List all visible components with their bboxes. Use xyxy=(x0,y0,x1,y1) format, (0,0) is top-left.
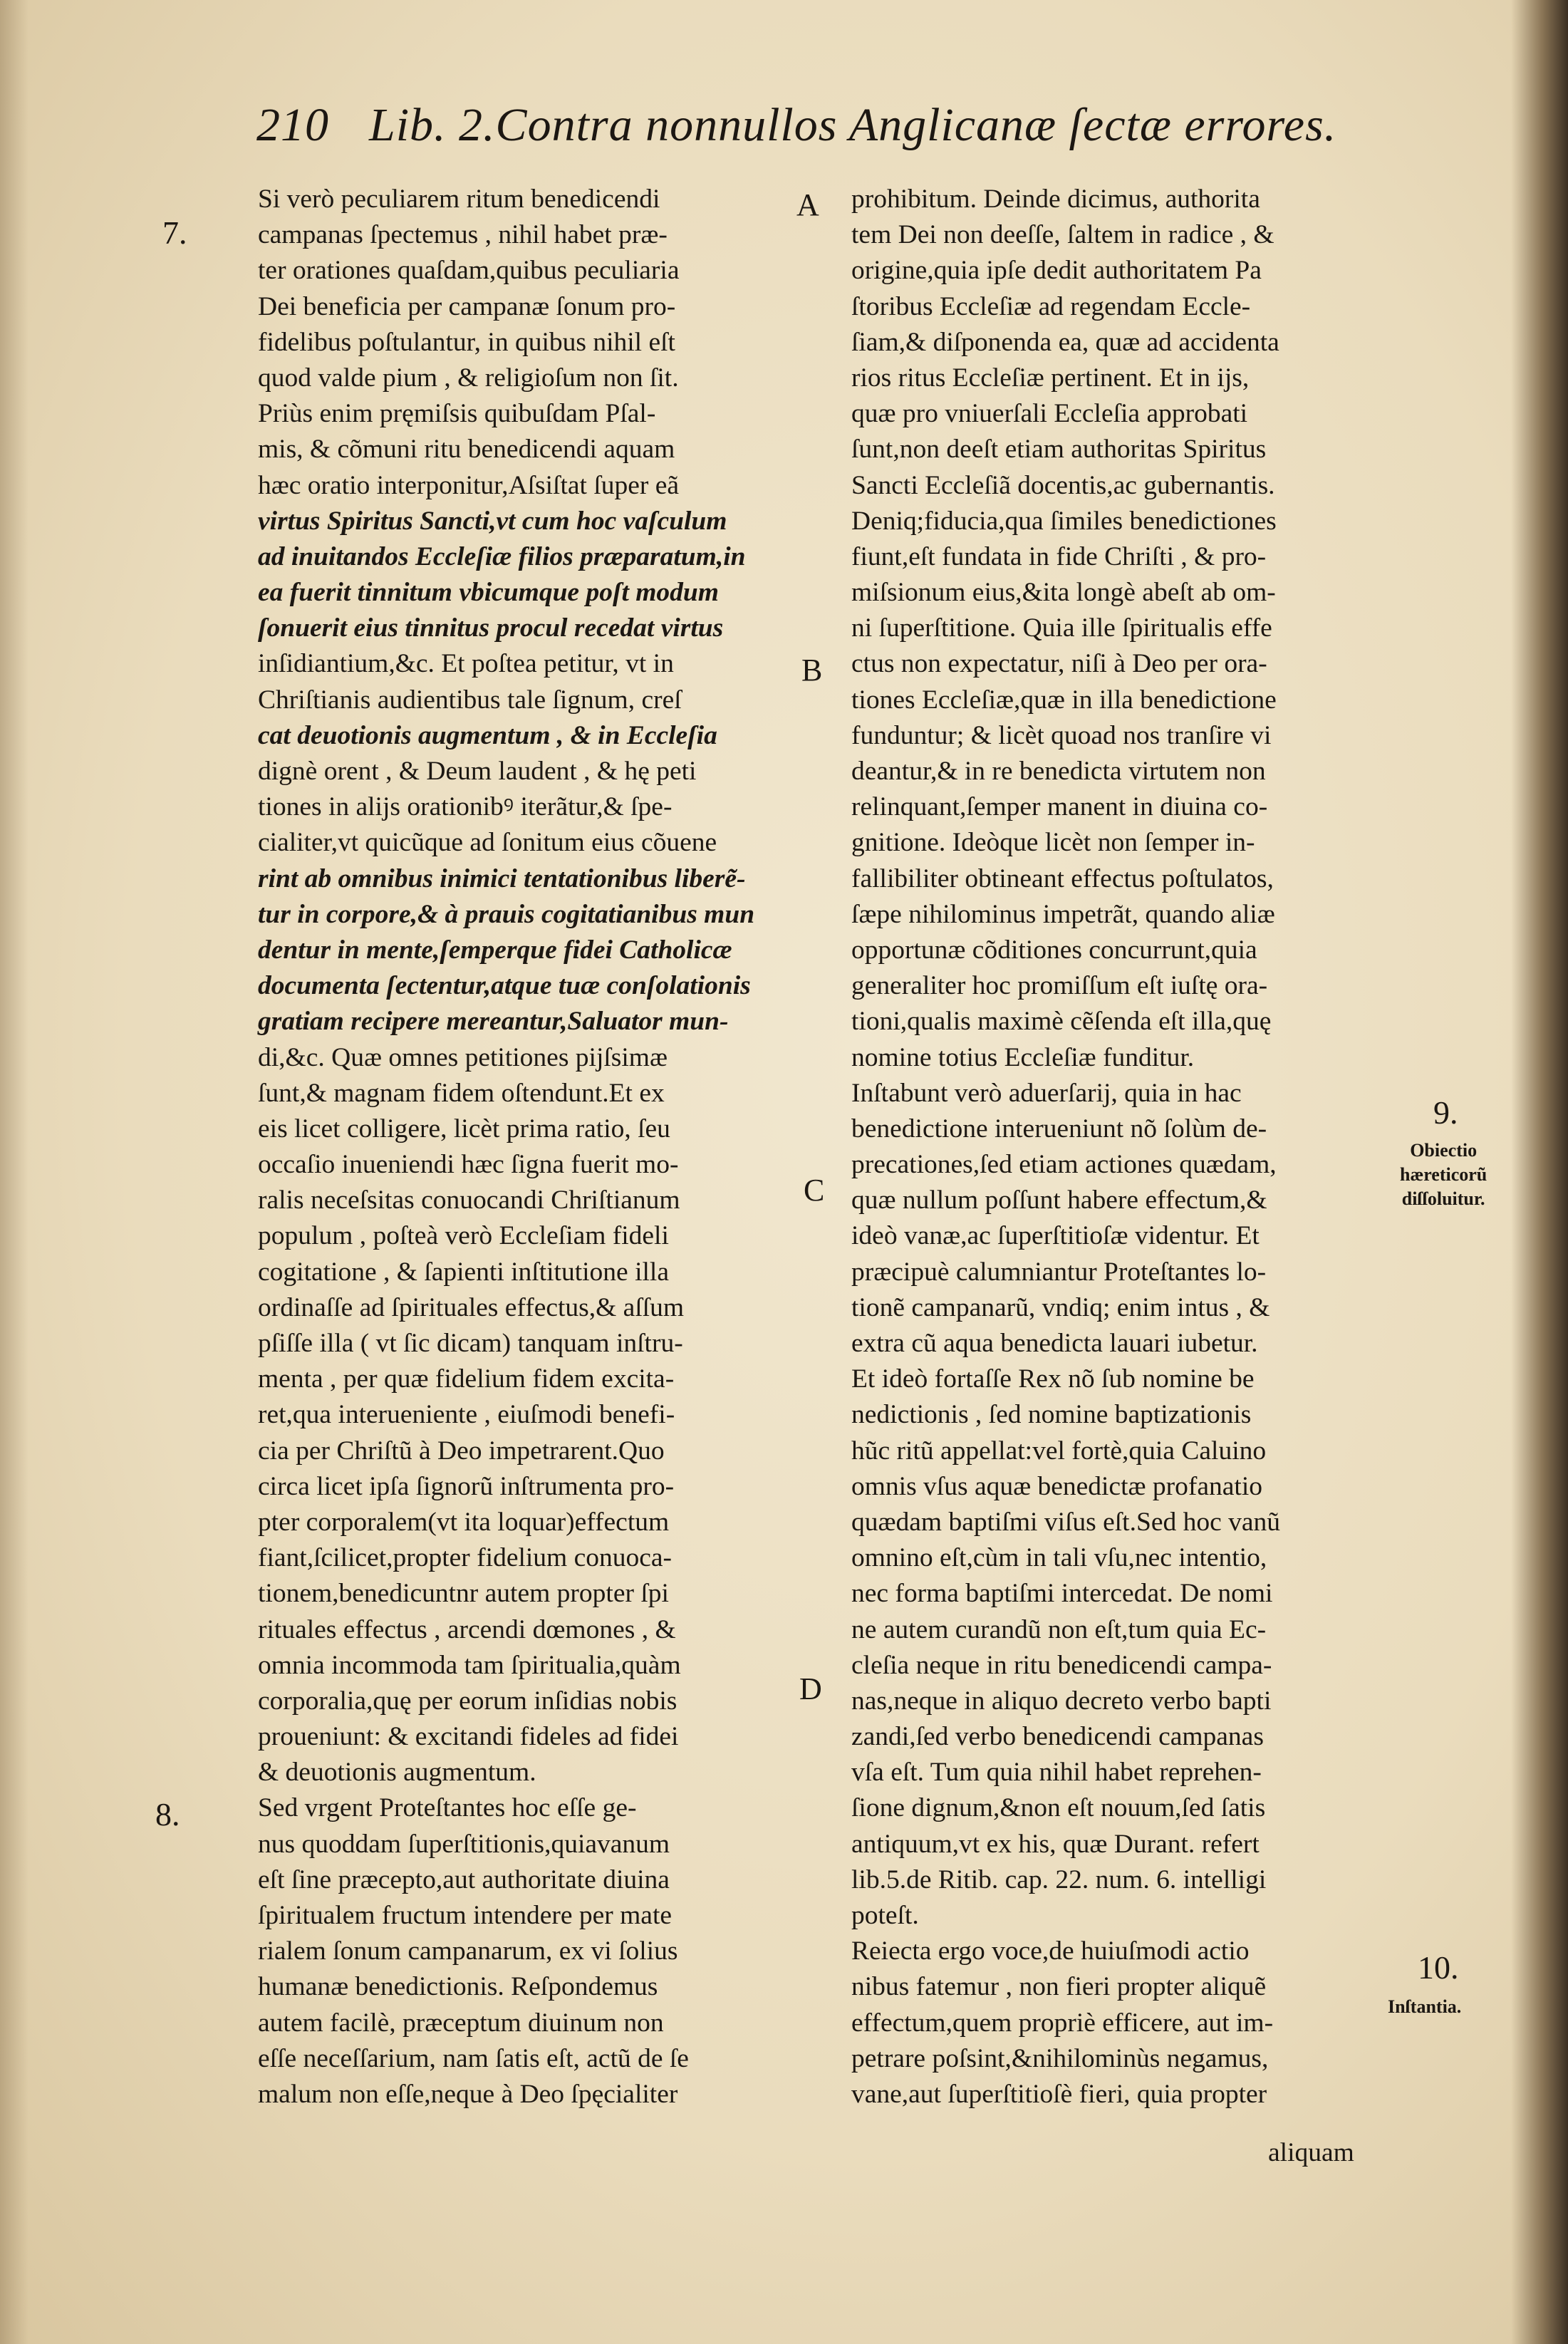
text-line: vane,aut ſuperſtitioſè fieri, quia propter xyxy=(851,2079,1267,2109)
text-line: Si verò peculiarem ritum benedicendi xyxy=(258,185,660,214)
section-letter-a: A xyxy=(796,187,819,222)
margin-note-line: diſſoluitur. xyxy=(1401,1188,1485,1209)
text-line: Sancti Eccleſiã docentis,ac gubernantis. xyxy=(851,470,1275,500)
text-line: opportunæ cõditiones concurrunt,quia xyxy=(851,935,1257,965)
text-line: ea fuerit tinnitum vbicumque poſt modum xyxy=(258,578,719,608)
text-line: prohibitum. Deinde dicimus, authorita xyxy=(851,185,1260,214)
page-number: 210 xyxy=(256,99,329,151)
running-title: Lib. 2.Contra nonnullos Anglicanæ ſectæ errores. xyxy=(369,99,1337,151)
text-line: occaſio inueniendi hæc ſigna fuerit mo- xyxy=(258,1150,679,1180)
text-line: di,&c. Quæ omnes petitiones pijſsimæ xyxy=(258,1042,668,1072)
text-line: nibus fatemur , non fieri propter aliquẽ xyxy=(851,1972,1267,2002)
text-line: pter corporalem(vt ita loquar)effectum xyxy=(258,1507,670,1537)
text-line: fallibiliter obtineant effectus poſtulatos, xyxy=(851,864,1274,893)
text-line: documenta ſectentur,atque tuæ conſolationis xyxy=(258,971,751,1001)
text-line: dignè orent , & Deum laudent , & hę peti xyxy=(258,757,697,786)
text-line: nedictionis , ſed nomine baptizationis xyxy=(851,1400,1252,1430)
margin-number-10: 10. xyxy=(1418,1949,1459,1986)
text-line: menta , per quæ fidelium fidem excita- xyxy=(258,1364,675,1394)
text-line: quæ nullum poſſunt habere effectum,& xyxy=(851,1186,1267,1215)
text-line: ſonuerit eius tinnitus procul recedat virtus xyxy=(258,613,724,643)
text-line: ralis neceſsitas conuocandi Chriſtianum xyxy=(258,1186,680,1215)
text-line: fidelibus poſtulantur, in quibus nihil eſt xyxy=(258,327,675,357)
margin-note-objectio xyxy=(1400,1139,1487,1211)
text-line: tur in corpore,& à prauis cogitatianibus mun xyxy=(258,899,755,929)
text-line: Deniq;fiducia,qua ſimiles benedictiones xyxy=(851,506,1277,536)
text-line: zandi,ſed verbo benedicendi campanas xyxy=(851,1722,1264,1752)
text-line: hũc ritũ appellat:vel fortè,quia Caluino xyxy=(851,1436,1267,1466)
text-line: ordinaſſe ad ſpirituales effectus,& aſſum xyxy=(258,1292,685,1322)
text-line: miſsionum eius,&ita longè abeſt ab om- xyxy=(851,578,1276,608)
text-line: extra cũ aqua benedicta lauari iubetur. xyxy=(851,1329,1258,1358)
page-fold-shadow xyxy=(0,0,28,2344)
text-line: populum , poſteà verò Eccleſiam fideli xyxy=(258,1221,669,1251)
text-line: eſſe neceſſarium, nam ſatis eſt, actũ de ſe xyxy=(258,2043,689,2073)
text-line: virtus Spiritus Sancti,vt cum hoc vaſculum xyxy=(258,506,727,536)
text-line: ni ſuperſtitione. Quia ille ſpiritualis effe xyxy=(851,613,1272,643)
text-line: Et ideò fortaſſe Rex nõ ſub nomine be xyxy=(851,1364,1255,1394)
text-line: corporalia,quę per eorum inſidias nobis xyxy=(258,1686,677,1716)
text-line: ſunt,non deeſt etiam authoritas Spiritus xyxy=(851,435,1267,465)
text-line: ctus non expectatur, niſi à Deo per ora- xyxy=(851,649,1267,679)
text-line: ſtoribus Eccleſiæ ad regendam Eccle- xyxy=(851,291,1251,321)
text-line: nec forma baptiſmi intercedat. De nomi xyxy=(851,1579,1273,1609)
text-line: poteſt. xyxy=(851,1901,919,1930)
text-line: omnis vſus aquæ benedictæ profanatio xyxy=(851,1471,1262,1501)
text-line: cat deuotionis augmentum , & in Eccleſia xyxy=(258,720,717,750)
text-line: fiant,ſcilicet,propter fidelium conuoca- xyxy=(258,1543,673,1573)
text-line: eis licet colligere, licèt prima ratio, ſeu xyxy=(258,1114,670,1144)
text-line: omnino eſt,cùm in tali vſu,nec intentio, xyxy=(851,1543,1267,1573)
text-line: hæc oratio interponitur,Aſsiſtat ſuper eã xyxy=(258,470,680,500)
section-letter-b: B xyxy=(801,653,823,688)
text-line: gratiam recipere mereantur,Saluator mun- xyxy=(258,1007,729,1037)
margin-number-8: 8. xyxy=(155,1796,180,1832)
text-line: generaliter hoc promiſſum eſt iuſtę ora- xyxy=(851,971,1268,1001)
text-line: cialiter,vt quicũque ad ſonitum eius cõuene xyxy=(258,828,717,858)
text-line: Reiecta ergo voce,de huiuſmodi actio xyxy=(851,1936,1250,1966)
text-line: ideò vanæ,ac ſuperſtitioſæ videntur. Et xyxy=(851,1221,1260,1251)
text-line: & deuotionis augmentum. xyxy=(258,1758,536,1788)
text-line: petrare poſsint,&nihilominùs negamus, xyxy=(851,2043,1269,2073)
text-line: rint ab omnibus inimici tentationibus liberẽ- xyxy=(258,864,746,893)
text-line: Chriſtianis audientibus tale ſignum, creſ xyxy=(258,685,682,715)
text-line: præcipuè calumniantur Proteſtantes lo- xyxy=(851,1257,1267,1287)
text-line: tionẽ campanarũ, vndiq; enim intus , & xyxy=(851,1292,1270,1322)
text-line: antiquum,vt ex his, quæ Durant. refert xyxy=(851,1829,1260,1859)
text-line: origine,quia ipſe dedit authoritatem Pa xyxy=(851,256,1262,286)
page-edge-shadow xyxy=(1511,0,1568,2344)
text-line: ſiam,& diſponenda ea, quæ ad accidenta xyxy=(851,327,1279,357)
text-line: quod valde pium , & religioſum non ſit. xyxy=(258,363,679,393)
text-line: humanæ benedictionis. Reſpondemus xyxy=(258,1972,658,2002)
left-text-column xyxy=(258,182,778,2112)
text-line: Inſtabunt verò aduerſarij, quia in hac xyxy=(851,1078,1242,1108)
text-line: Priùs enim pręmiſsis quibuſdam Pſal- xyxy=(258,399,656,429)
text-line: precationes,ſed etiam actiones quædam, xyxy=(851,1150,1277,1180)
text-line: ter orationes quaſdam,quibus peculiaria xyxy=(258,256,680,286)
text-line: rialem ſonum campanarum, ex vi ſolius xyxy=(258,1936,678,1966)
text-line: mis, & cõmuni ritu benedicendi aquam xyxy=(258,435,675,465)
text-line: nus quoddam ſuperſtitionis,quiavanum xyxy=(258,1829,670,1859)
text-line: tioni,qualis maximè cẽſenda eſt illa,quę xyxy=(851,1007,1272,1037)
text-line: proueniunt: & excitandi fideles ad fidei xyxy=(258,1722,679,1752)
text-line: tem Dei non deeſſe, ſaltem in radice , & xyxy=(851,220,1274,250)
text-line: omnia incommoda tam ſpiritualia,quàm xyxy=(258,1650,681,1680)
margin-note-line: hæreticorũ xyxy=(1400,1164,1487,1185)
text-line: tiones in alijs orationibꝰ iterãtur,& ſpe- xyxy=(258,792,673,822)
text-line: tiones Eccleſiæ,quæ in illa benedictione xyxy=(851,685,1277,715)
text-line: vſa eſt. Tum quia nihil habet reprehen- xyxy=(851,1758,1262,1788)
text-line: ne autem curandũ non eſt,tum quia Ec- xyxy=(851,1614,1267,1644)
text-line: ad inuitandos Eccleſiæ filios præparatum,in xyxy=(258,541,746,571)
text-line: gnitione. Ideòque licèt non ſemper in- xyxy=(851,828,1255,858)
text-line: ſpiritualem fructum intendere per mate xyxy=(258,1901,673,1930)
text-line: relinquant,ſemper manent in diuina co- xyxy=(851,792,1268,822)
text-line: campanas ſpectemus , nihil habet præ- xyxy=(258,220,668,250)
text-line: benedictione interueniunt nõ ſolùm de- xyxy=(851,1114,1267,1144)
text-line: Sed vrgent Proteſtantes hoc eſſe ge- xyxy=(258,1793,637,1823)
text-line: cogitatione , & ſapienti inſtitutione illa xyxy=(258,1257,669,1287)
text-line: quædam baptiſmi viſus eſt.Sed hoc vanũ xyxy=(851,1507,1281,1537)
text-line: ſunt,& magnam fidem oſtendunt.Et ex xyxy=(258,1078,665,1108)
text-line: fiunt,eſt fundata in fide Chriſti , & pro- xyxy=(851,541,1267,571)
section-letter-d: D xyxy=(799,1671,822,1706)
text-line: eſt ſine præcepto,aut authoritate diuina xyxy=(258,1865,670,1894)
text-line: funduntur; & licèt quoad nos tranſire vi xyxy=(851,720,1272,750)
text-line: dentur in mente,ſemperque fidei Catholicæ xyxy=(258,935,732,965)
margin-number-7: 7. xyxy=(162,214,187,251)
text-line: rios ritus Eccleſiæ pertinent. Et in ijs, xyxy=(851,363,1250,393)
text-line: lib.5.de Ritib. cap. 22. num. 6. intelligi xyxy=(851,1865,1267,1894)
text-line: nas,neque in aliquo decreto verbo bapti xyxy=(851,1686,1272,1716)
text-line: inſidiantium,&c. Et poſtea petitur, vt in xyxy=(258,649,674,679)
catchword: aliquam xyxy=(1268,2138,1354,2167)
text-line: cleſia neque in ritu benedicendi campa- xyxy=(851,1650,1272,1680)
text-line: ret,qua interueniente , eiuſmodi benefi- xyxy=(258,1400,675,1430)
text-line: autem facilè, præceptum diuinum non xyxy=(258,2008,664,2038)
running-head xyxy=(256,98,1337,152)
text-line: quæ pro vniuerſali Eccleſia approbati xyxy=(851,399,1248,429)
text-line: tionem,benedicuntnr autem propter ſpi xyxy=(258,1579,669,1609)
text-line: ſione dignum,&non eſt nouum,ſed ſatis xyxy=(851,1793,1266,1823)
margin-number-9: 9. xyxy=(1433,1094,1458,1131)
text-line: Dei beneficia per campanæ ſonum pro- xyxy=(258,291,676,321)
right-text-column xyxy=(851,182,1386,2112)
text-line: pſiſſe illa ( vt ſic dicam) tanquam inſtru- xyxy=(258,1329,683,1358)
text-line: malum non eſſe,neque à Deo ſpęcialiter xyxy=(258,2079,678,2109)
margin-note-instantia: Inſtantia. xyxy=(1388,1996,1462,2017)
text-line: ſæpe nihilominus impetrãt, quando aliæ xyxy=(851,899,1275,929)
section-letter-c: C xyxy=(804,1173,825,1208)
text-line: circa licet ipſa ſignorũ inſtrumenta pro- xyxy=(258,1471,675,1501)
text-line: effectum,quem propriè efficere, aut im- xyxy=(851,2008,1274,2038)
text-line: nomine totius Eccleſiæ funditur. xyxy=(851,1042,1195,1072)
text-line: rituales effectus , arcendi dœmones , & xyxy=(258,1614,676,1644)
text-line: cia per Chriſtũ à Deo impetrarent.Quo xyxy=(258,1436,665,1466)
margin-note-line: Obiectio xyxy=(1410,1140,1478,1161)
text-line: deantur,& in re benedicta virtutem non xyxy=(851,757,1266,786)
